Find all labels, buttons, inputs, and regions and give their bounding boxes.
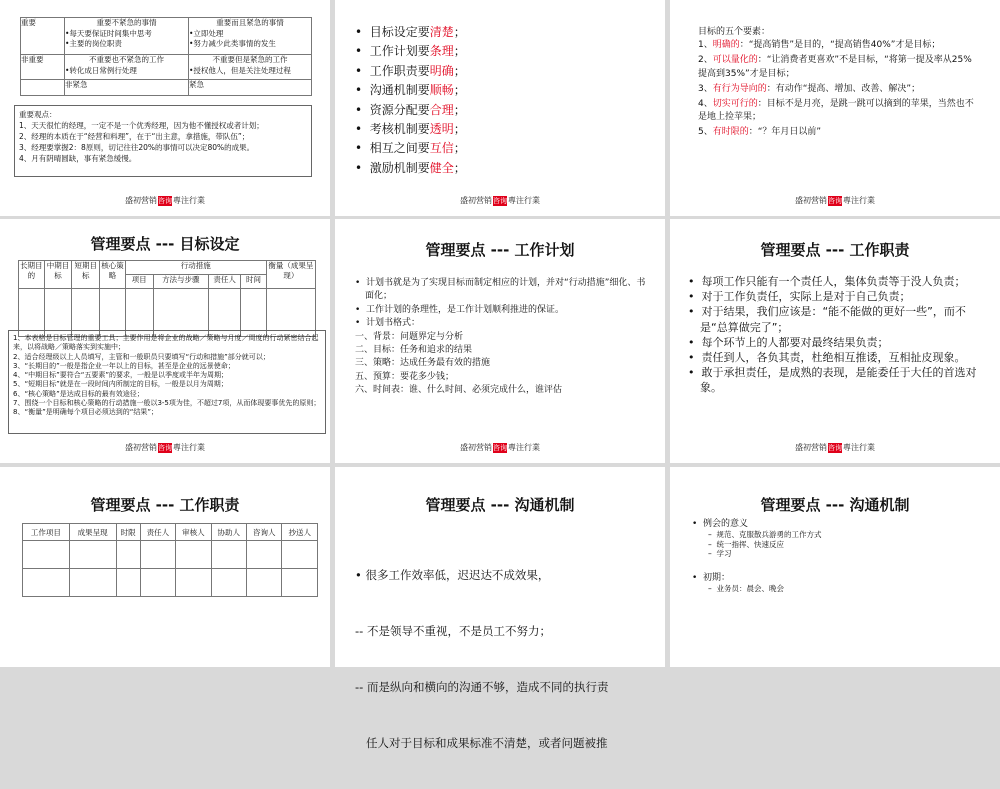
format-item: 六、时间表：谁、什么时间、必须完成什么，谁评估	[355, 385, 563, 396]
quadrant-important-not-urgent: 重要不紧急的事情 •每天要保证时间集中思考 •主要的岗位职责	[65, 18, 189, 55]
priority-matrix-table	[20, 17, 312, 96]
slide-title: 管理要点 --- 沟通机制	[425, 496, 575, 514]
table-header: 咨询人	[247, 524, 282, 541]
slide-work-plan[interactable]	[335, 219, 665, 463]
key-points-title: 重要观点：	[19, 110, 57, 119]
table-header: 时限	[116, 524, 140, 541]
intro-text: 目标的五个要素：	[698, 27, 771, 37]
work-duties-list	[688, 274, 978, 396]
matrix-empty-cell	[21, 80, 65, 96]
duty-assignment-table	[22, 523, 318, 597]
note-item: 1、本表格是目标管理的重要工具；主要作用是将企业的战略／策略与月度／周度的行动紧密结合起来，以将战略／策略落实到实施中；	[13, 334, 319, 352]
note-item: 4、“中期目标”要符合“五要素”的要求，一般是以季度或半年为周期；	[13, 371, 228, 380]
col-label-urgent: 紧急	[189, 80, 312, 96]
header-metric: 衡量（成果呈现）	[266, 261, 315, 289]
slide-footer: 盛初营销咨询專注行業	[125, 196, 205, 205]
slide-communication[interactable]	[335, 467, 665, 750]
sub-list	[692, 530, 982, 559]
slide-eight-points[interactable]	[335, 0, 665, 216]
list-item: • 考核机制要透明；	[355, 122, 466, 137]
format-item: 三、策略：达成任务最有效的措施	[355, 358, 491, 369]
text-line: 任人对于目标和成果标准不清楚，或者问题被推	[355, 735, 608, 750]
slide-title: 管理要点 --- 工作职责	[90, 496, 240, 514]
header-core-strategy: 核心策略	[100, 261, 126, 289]
slide-title	[670, 0, 1000, 1]
goal-elements-list	[698, 26, 980, 140]
table-header: 成果呈现	[69, 524, 116, 541]
slide-meetings[interactable]	[670, 467, 1000, 667]
format-item: 五、预算：要花多少钱；	[355, 371, 455, 382]
company-logo: 咨询	[828, 443, 842, 452]
list-item: • 例会的意义	[692, 519, 749, 529]
slide-duty-table[interactable]	[0, 467, 330, 667]
list-item: 2、可以量化的：“让消费者更喜欢”不是目标，“将第一提及率从25%提高到35%”才是目标；	[698, 55, 972, 79]
note-item: 7、围绕一个目标和核心策略的行动措施一般以3-5项为佳，不超过7项，从而体现要事优先的原则；	[13, 399, 321, 408]
text-line: -- 而是纵向和横向的沟通不够，造成不同的执行责	[355, 679, 609, 694]
format-item: 一、背景：问题界定与分析	[355, 331, 464, 342]
slide-goal-elements[interactable]	[670, 0, 1000, 216]
list-item: • 相互之间要互信；	[355, 141, 466, 156]
slide-footer: 盛初营销咨询專注行業	[795, 196, 875, 205]
note-item: 8、“衡量”是明确每个项目必须达到的“结果”；	[13, 408, 158, 417]
list-item: • 计划书格式：	[355, 318, 421, 329]
list-item: • 目标设定要清楚；	[355, 25, 466, 39]
list-item: • 工作计划要条理；	[355, 44, 466, 59]
list-item: 1、明确的：“提高销售”是目的，“提高销售40%”才是目标；	[698, 40, 941, 51]
list-item: • 对于工作负责任，实际上是对于自己负责；	[688, 290, 911, 304]
table-header: 抄送人	[282, 524, 318, 541]
key-point: 1、天天很忙的经理，一定不是一个优秀经理，因为他不懂授权或者计划；	[19, 121, 264, 130]
list-item: • 沟通机制要顺畅；	[355, 83, 466, 98]
list-item: • 每项工作只能有一个责任人，集体负责等于没人负责；	[688, 275, 966, 288]
key-point: 4、月有阴晴圆缺，事有紧急缓慢。	[19, 154, 137, 163]
slide-title	[335, 0, 665, 1]
list-item: 5、有时限的：“？年月日以前”	[698, 127, 822, 138]
company-logo: 咨询	[493, 443, 507, 452]
list-item: • 对于结果，我们应该是：“能不能做的更好一些”，而不是“总算做完了”；	[688, 305, 966, 334]
note-item: 6、“核心策略”是达成目标的最有效途径；	[13, 389, 144, 398]
goal-planning-table	[18, 260, 316, 337]
company-logo: 咨询	[493, 196, 507, 205]
note-item: 5、“短期目标”就是在一段时间内所制定的目标，一般是以月为周期；	[13, 380, 228, 389]
list-item: • 工作计划的条理性，是工作计划顺利推进的保证。	[355, 304, 565, 315]
table-header: 工作项目	[23, 524, 70, 541]
list-item: • 激励机制要健全；	[355, 160, 466, 175]
key-points-box	[14, 105, 312, 177]
text-line: • 很多工作效率低，迟迟达不成效果，	[355, 568, 550, 583]
row-label-important: 重要	[21, 18, 65, 55]
slide-title: 管理要点 --- 目标设定	[90, 235, 240, 253]
quadrant-not-important-urgent: 不重要但是紧急的工作 •授权他人，但是关注处理过程	[189, 55, 312, 80]
header-long-term: 长期目的	[19, 261, 45, 289]
note-item: 3、“长期目的”一般是指企业一年以上的目标，甚至是企业的远景使命；	[13, 361, 235, 370]
list-item: 3、有行为导向的：有动作“提高、增加、改善、解决”；	[698, 83, 921, 94]
company-logo: 咨询	[158, 443, 172, 452]
list-item: • 初期：	[692, 572, 731, 583]
quadrant-not-important-not-urgent: 不重要也不紧急的工作 •转化成日常例行处理	[65, 55, 189, 80]
table-header: 协助人	[211, 524, 246, 541]
slide-priority-matrix[interactable]	[0, 0, 330, 216]
goal-table-notes	[8, 330, 326, 434]
quadrant-important-urgent: 重要而且紧急的事情 •立即处理 •努力减少此类事情的发生	[189, 18, 312, 55]
slide-footer: 盛初营销咨询專注行業	[795, 443, 875, 452]
key-point: 3、经理要掌握2：8原则，切记往往20%的事情可以决定80%的成果。	[19, 143, 255, 152]
slide-title: 管理要点 --- 工作职责	[760, 241, 910, 259]
sub-item: – 学习	[708, 549, 732, 558]
header-method: 方法与步骤	[153, 275, 209, 289]
list-item: • 每个环节上的人都要对最终结果负责；	[688, 335, 889, 349]
header-short-term: 短期目标	[72, 261, 100, 289]
slide-footer: 盛初营销咨询專注行業	[460, 196, 540, 205]
table-header: 审核人	[176, 524, 211, 541]
row-label-not-important: 非重要	[21, 55, 65, 80]
list-item: • 敢于承担责任，是成熟的表现，是能委任于大任的首选对象。	[688, 366, 977, 395]
work-plan-content	[355, 277, 651, 398]
list-item: • 资源分配要合理；	[355, 102, 466, 117]
meetings-content	[692, 519, 982, 593]
eight-points-list	[355, 23, 466, 178]
col-label-not-urgent: 非紧急	[65, 80, 189, 96]
list-item: • 计划书就是为了实现目标而制定相应的计划，并对“行动措施”细化、书面化；	[355, 278, 646, 302]
sub-item: – 规范、克服散兵游勇的工作方式	[708, 530, 822, 539]
slide-work-duties[interactable]	[670, 219, 1000, 463]
slide-title: 管理要点 --- 沟通机制	[760, 496, 910, 514]
header-item: 项目	[125, 275, 153, 289]
header-mid-term: 中期目标	[44, 261, 72, 289]
key-point: 2、经理的本质在于“经营和料理”，在于“出主意，拿措施，带队伍”；	[19, 132, 250, 141]
company-logo: 咨询	[158, 196, 172, 205]
table-header: 责任人	[140, 524, 175, 541]
list-item: 4、切实可行的：目标不是月亮，是跳一跳可以摘到的苹果，当然也不是地上捡苹果；	[698, 99, 974, 123]
communication-text	[355, 529, 655, 789]
sub-item: – 统一指挥、快速反应	[708, 539, 785, 549]
company-logo: 咨询	[828, 196, 842, 205]
slide-footer: 盛初营销咨询專注行業	[460, 443, 540, 452]
list-item: • 工作职责要明确；	[355, 63, 466, 78]
header-owner: 责任人	[209, 275, 241, 289]
sub-item: – 业务员：晨会、晚会	[708, 583, 785, 593]
list-item: • 责任到人，各负其责，杜绝相互推诿，互相扯皮现象。	[688, 351, 966, 365]
format-item: 二、目标：任务和追求的结果	[355, 345, 473, 356]
slide-goal-table[interactable]	[0, 219, 330, 463]
note-item: 2、适合经理级以上人员填写，主管和一般职员只要填写“行动和措施”部分就可以；	[13, 352, 270, 361]
slide-footer: 盛初营销咨询專注行業	[125, 443, 205, 452]
slide-title: 管理要点 --- 工作计划	[425, 241, 575, 259]
header-time: 时间	[241, 275, 267, 289]
header-action-measures: 行动措施	[125, 261, 266, 275]
slide-title	[0, 0, 330, 1]
text-line: -- 不是领导不重视，不是员工不努力；	[355, 623, 551, 638]
sub-list	[692, 584, 982, 594]
